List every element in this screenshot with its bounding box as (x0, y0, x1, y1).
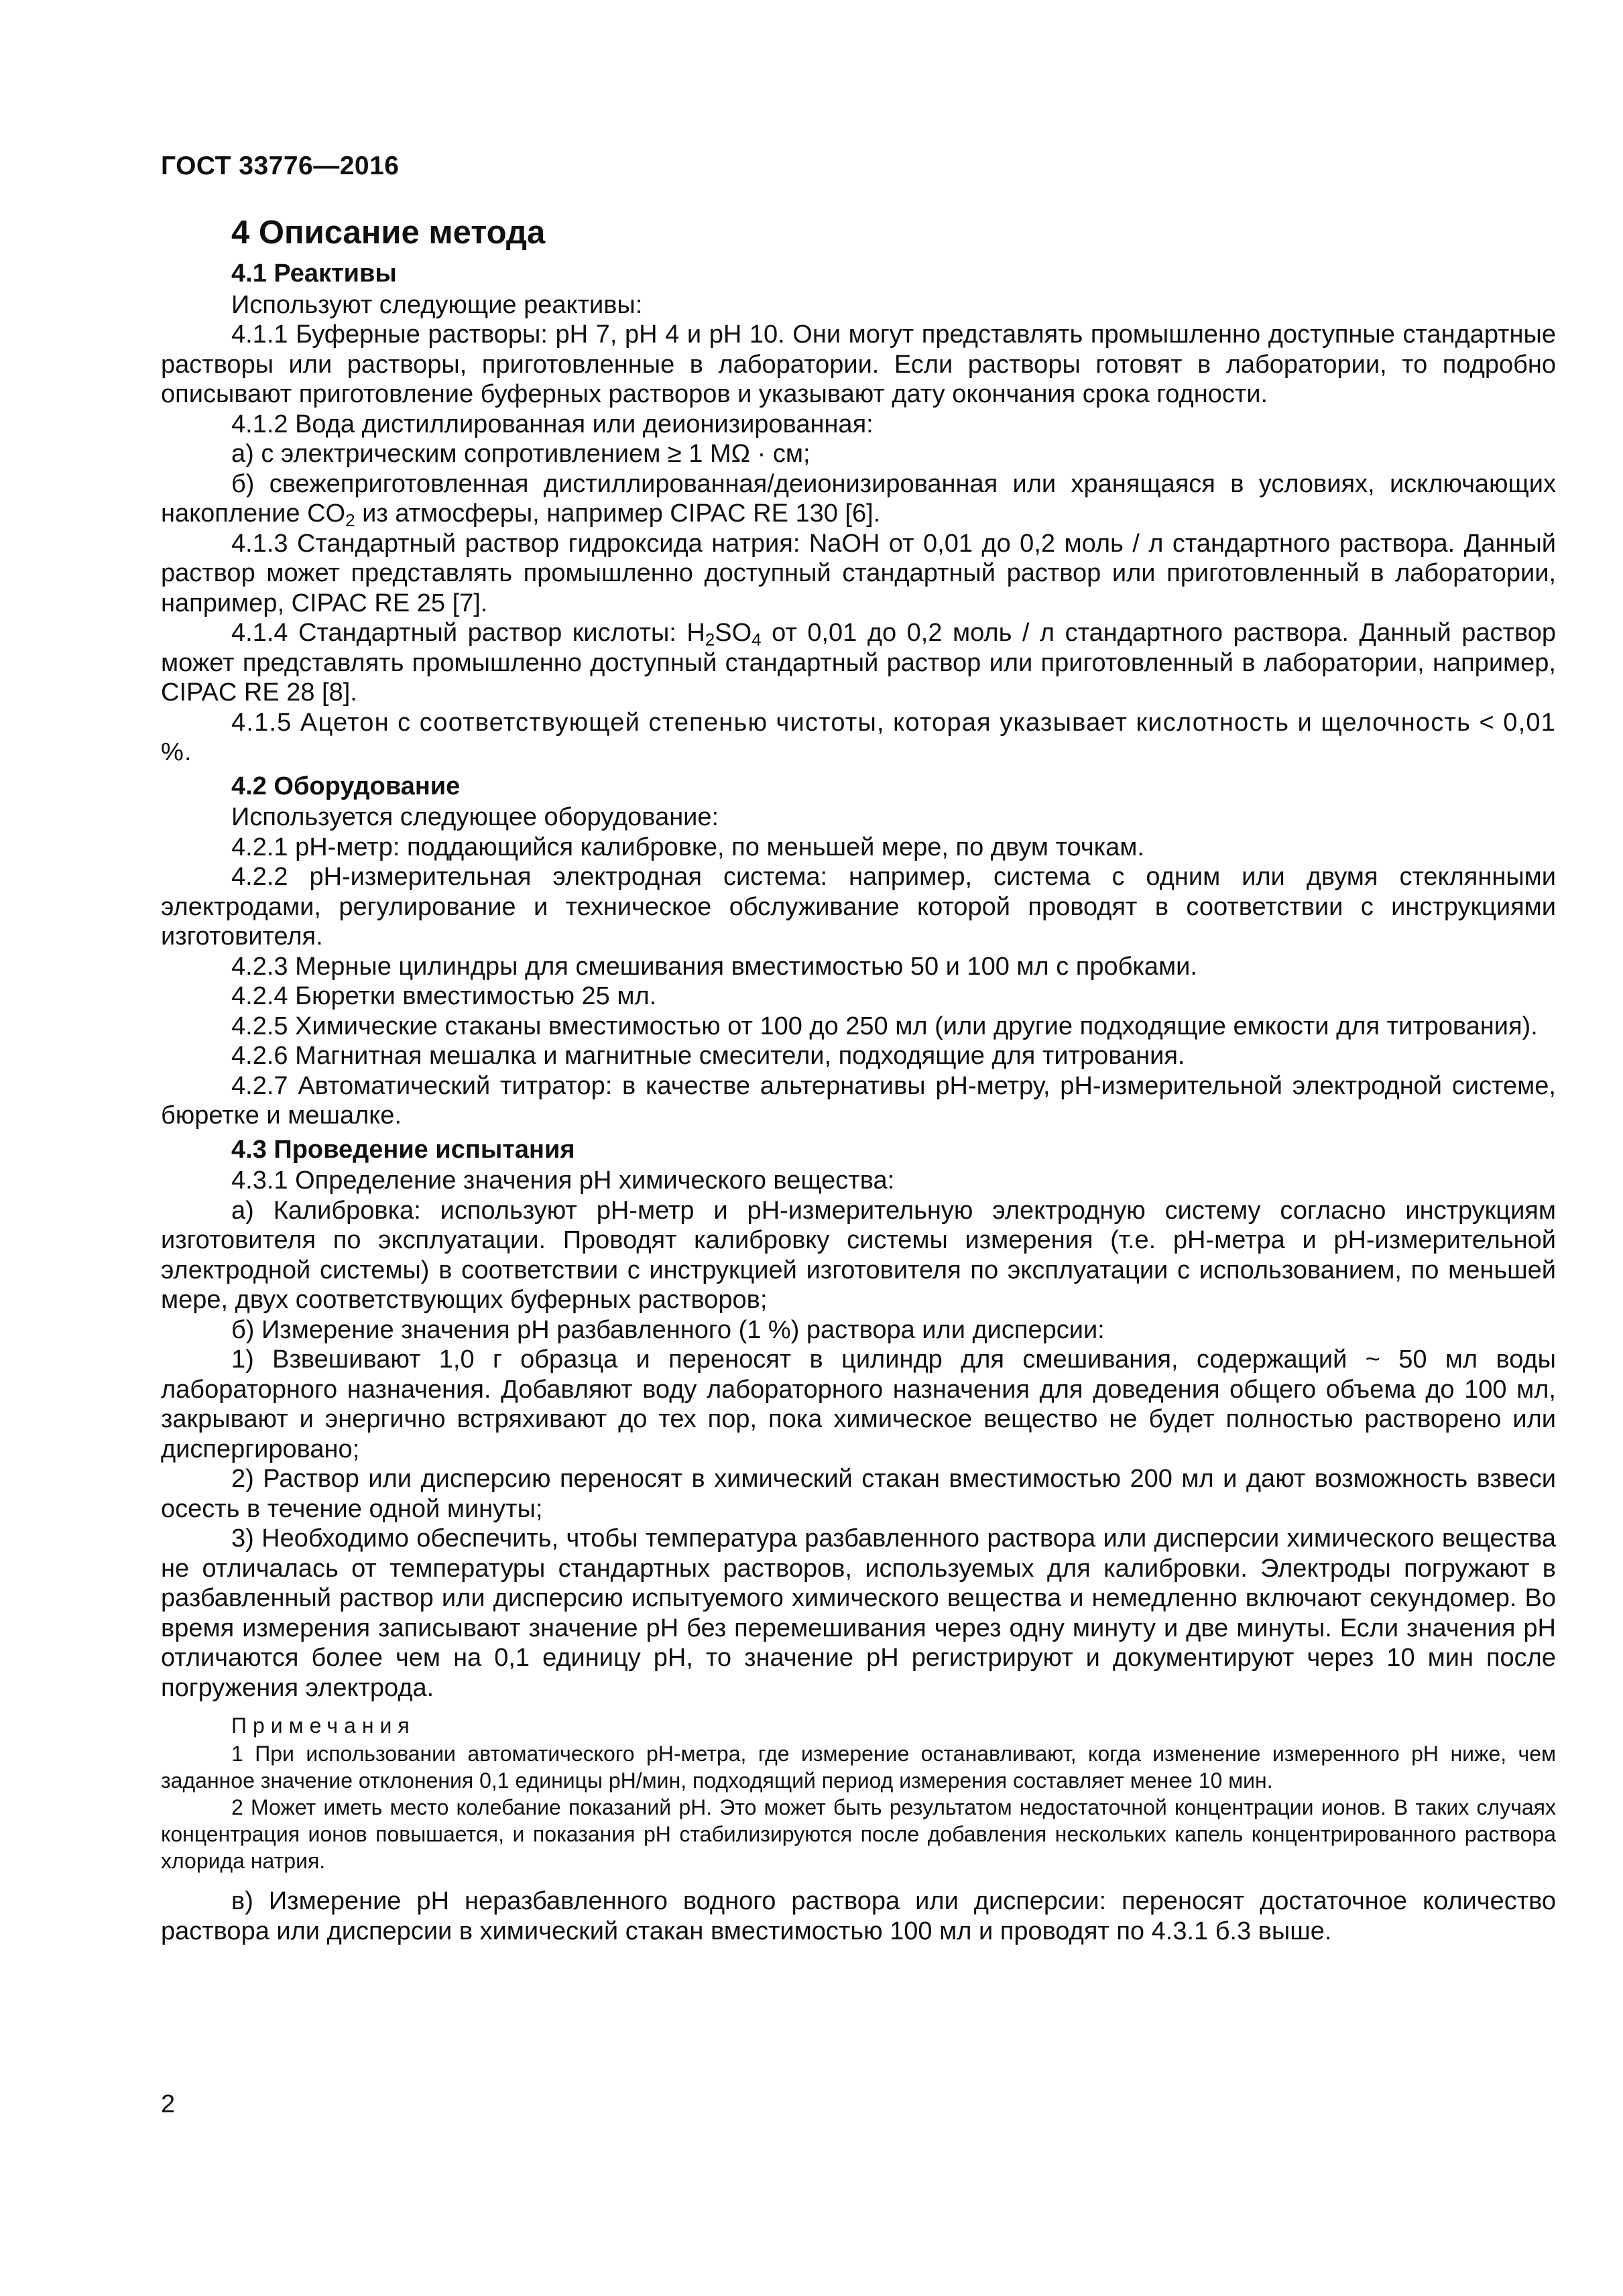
paragraph-4-1-2-b: б) свежеприготовленная дистиллированная/деионизированная или хранящаяся в условиях, исключающих накопление $CO_2$ из атмосферы, например CIPAC RE 130 [6]. (161, 469, 1556, 530)
note-item: 1 При использовании автоматического pH-метра, где измерение останавливают, когда изменение измеренного pH ниже, чем заданное значение отклонения 0,1 единицы pH/мин, подходящий период измерения составляет менее 10 мин. (161, 1742, 1556, 1793)
paragraph: б) Измерение значения pH разбавленного (1 %) раствора или дисперсии: (231, 1315, 1105, 1344)
paragraph: Используют следующие реактивы: (231, 290, 643, 319)
paragraph: 2) Раствор или дисперсию переносят в химический стакан вместимостью 200 мл и дают возможность взвеси осесть в течение одной минуты; (161, 1465, 1556, 1523)
document-body (161, 213, 1556, 1946)
list-item: 4.2.3 Мерные цилиндры для смешивания вместимостью 50 и 100 мл с пробками. (231, 952, 1197, 981)
paragraph-4-1-2-a: а) с электрическим сопротивлением ≥ 1 MΩ · см; (231, 440, 810, 468)
list-item: 4.2.4 Бюретки вместимостью 25 мл. (231, 982, 657, 1010)
list-item: 4.2.6 Магнитная мешалка и магнитные смесители, подходящие для титрования. (231, 1042, 1185, 1070)
list-item: 4.2.7 Автоматический титратор: в качестве альтернативы pH-метру, pH-измерительной электродной системе, бюретке и мешалке. (161, 1071, 1556, 1130)
standard-header: ГОСТ 33776—2016 (161, 152, 400, 180)
page-number: 2 (161, 2090, 176, 2118)
list-item: 4.2.1 pH-метр: поддающийся калибровке, по меньшей мере, по двум точкам. (231, 833, 1144, 861)
note-item: 2 Может иметь место колебание показаний pH. Это может быть результатом недостаточной концентрации ионов. В таких случаях концентрация ионов повышается, и показания pH стабилизируются после добавления нескольких капель концентрированного раствора хлорида натрия. (161, 1795, 1556, 1873)
paragraph-4-1-2: 4.1.2 Вода дистиллированная или деионизированная: (231, 410, 874, 438)
list-item: 4.2.5 Химические стаканы вместимостью от 100 до 250 мл (или другие подходящие емкости для титрования). (231, 1012, 1538, 1040)
list-item: 4.2.2 pH-измерительная электродная система: например, система с одним или двумя стеклянными электродами, регулирование и техническое обслуживание которой проводят в соответствии с инструкциями изготовителя. (161, 863, 1556, 951)
section-4-title: 4 Описание метода (231, 215, 546, 251)
paragraph: 3) Необходимо обеспечить, чтобы температура разбавленного раствора или дисперсии химического вещества не отличалась от температуры стандартных растворов, используемых для калибровки. Электроды погружают в разбавленный раствор или дисперсию испытуемого химического вещества и немедленно включают секундомер. Во время измерения записывают значение pH без перемешивания через одну минуту и две минуты. Если значения pH отличаются более чем на 0,1 единицу pH, то значение pH регистрируют и документируют через 10 мин после погружения электрода. (161, 1524, 1556, 1702)
paragraph-4-1-1: 4.1.1 Буферные растворы: pH 7, pH 4 и pH 10. Они могут представлять промышленно доступные стандартные растворы или растворы, приготовленные в лаборатории. Если растворы готовят в лаборатории, то подробно описывают приготовление буферных растворов и указывают дату окончания срока годности. (161, 320, 1556, 408)
paragraph-4-1-3: 4.1.3 Стандартный раствор гидроксида натрия: NaOH от 0,01 до 0,2 моль / л стандартного раствора. Данный раствор может представлять промышленно доступный стандартный раствор или приготовленный в лаборатории, например, CIPAC RE 25 [7]. (161, 529, 1556, 617)
paragraph: в) Измерение pH неразбавленного водного раствора или дисперсии: переносят достаточное количество раствора или дисперсии в химический стакан вместимостью 100 мл и проводят по 4.3.1 б.3 выше. (161, 1887, 1556, 1945)
paragraph: Используется следующее оборудование: (231, 803, 719, 831)
section-4-2-title: 4.2 Оборудование (231, 772, 461, 800)
paragraph-4-1-4: 4.1.4 Стандартный раствор кислоты: $H_2SO_4$ от 0,01 до 0,2 моль / л стандартного раствора. Данный раствор может представлять промышленно доступный стандартный раствор или приготовленный в лаборатории, например, CIPAC RE 28 [8]. (161, 619, 1556, 707)
notes-block (161, 1712, 1556, 1874)
notes-title: Примечания (231, 1713, 416, 1738)
paragraph-4-1-5: 4.1.5 Ацетон с соответствующей степенью чистоты, которая указывает кислотность и щелочность < 0,01 %. (161, 708, 1556, 766)
paragraph: 1) Взвешивают 1,0 г образца и переносят в цилиндр для смешивания, содержащий ~ 50 мл воды лабораторного назначения. Добавляют воду лабораторного назначения для доведения общего объема до 100 мл, закрывают и энергично встряхивают до тех пор, пока химическое вещество не будет полностью растворено или диспергировано; (161, 1345, 1556, 1463)
paragraph: а) Калибровка: используют pH-метр и pH-измерительную электродную систему согласно инструкциям изготовителя по эксплуатации. Проводят калибровку системы измерения (т.е. pH-метра и pH-измерительной электродной системы) в соответствии с инструкцией изготовителя по эксплуатации с использованием, по меньшей мере, двух соответствующих буферных растворов; (161, 1196, 1556, 1314)
section-4-3-title: 4.3 Проведение испытания (231, 1135, 575, 1164)
section-4-1-title: 4.1 Реактивы (231, 259, 397, 288)
paragraph: 4.3.1 Определение значения pH химического вещества: (231, 1166, 895, 1195)
